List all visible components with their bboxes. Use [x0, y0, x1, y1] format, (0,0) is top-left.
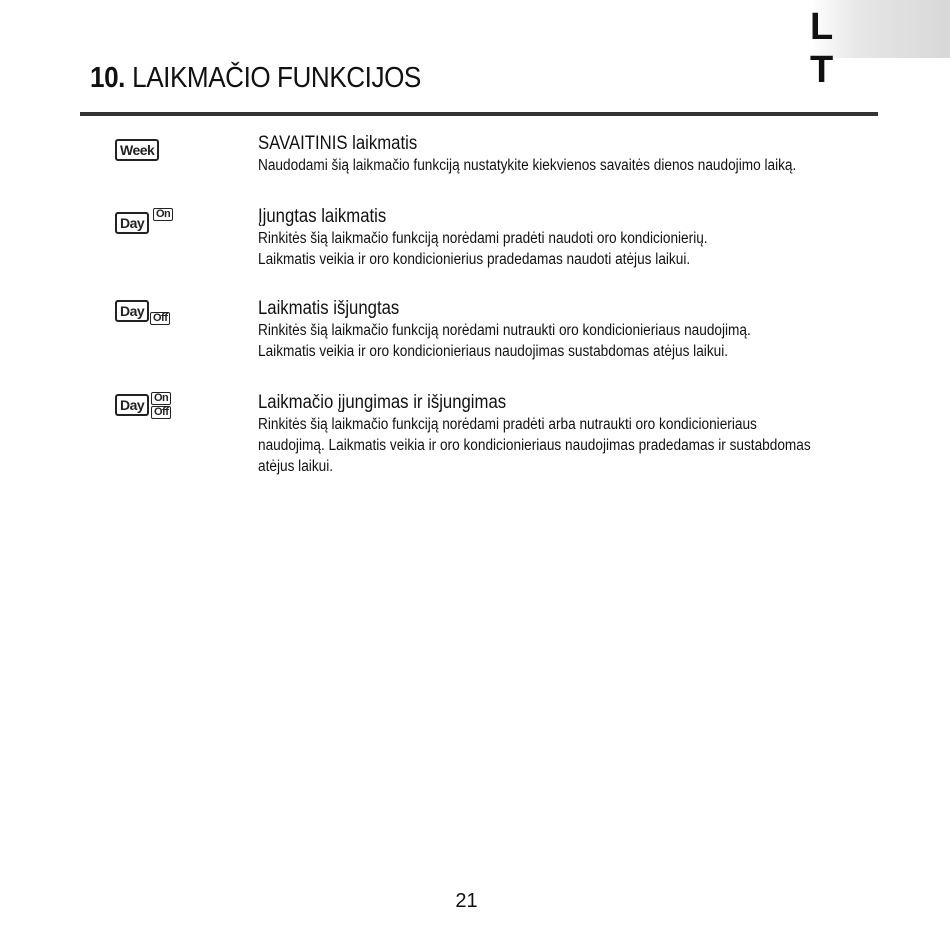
language-tab: [810, 0, 950, 91]
off-badge: Off: [150, 312, 170, 325]
timer-item-heading: Įjungtas laikmatis: [258, 206, 387, 227]
day-off-icon: [115, 300, 185, 332]
section-number: 10.: [90, 62, 125, 94]
day-badge: Day: [115, 394, 149, 416]
timer-item-heading: SAVAITINIS laikmatis: [258, 133, 418, 154]
timer-item-description-line: Rinkitės šią laikmačio funkciją norėdami nutraukti oro kondicionieriaus naudojimą.: [258, 322, 751, 339]
timer-item-description-line: naudojimą. Laikmatis veikia ir oro kondicionieriaus naudojimas pradedamas ir sustabdomas: [258, 437, 811, 454]
timer-item-text: [258, 392, 839, 477]
language-code: L T: [810, 6, 846, 91]
week-badge: Week: [115, 139, 159, 161]
timer-item-description-line: Rinkitės šią laikmačio funkciją norėdami pradėti naudoti oro kondicionierių.: [258, 230, 708, 247]
off-badge: Off: [151, 406, 171, 419]
day-badge: Day: [115, 212, 149, 234]
timer-item-text: [258, 206, 839, 270]
timer-item-description-line: atėjus laikui.: [258, 458, 334, 475]
page-title: [90, 62, 421, 95]
timer-item-description-line: Laikmatis veikia ir oro kondicionieriaus naudojimas sustabdomas atėjus laikui.: [258, 343, 729, 360]
timer-item-heading: Laikmačio įjungimas ir išjungimas: [258, 392, 507, 413]
week-icon: [115, 139, 159, 161]
timer-item-heading: Laikmatis išjungtas: [258, 298, 400, 319]
title-divider: [80, 112, 878, 116]
section-title: LAIKMAČIO FUNKCIJOS: [132, 62, 421, 94]
timer-item-description-line: Rinkitės šią laikmačio funkciją norėdami pradėti arba nutraukti oro kondicionieriaus: [258, 416, 757, 433]
timer-item-description-line: Laikmatis veikia ir oro kondicionierius pradedamas naudoti atėjus laikui.: [258, 251, 691, 268]
timer-item-description: Naudodami šią laikmačio funkciją nustatykite kiekvienos savaitės dienos naudojimo laiką.: [258, 157, 797, 174]
timer-item-text: [258, 298, 839, 362]
day-badge: Day: [115, 300, 149, 322]
page-number: 21: [455, 890, 478, 912]
timer-item-text: [258, 133, 839, 176]
on-badge: On: [153, 208, 173, 221]
day-on-icon: [115, 208, 185, 240]
day-on-off-icon: [115, 394, 185, 426]
on-badge: On: [151, 392, 171, 405]
